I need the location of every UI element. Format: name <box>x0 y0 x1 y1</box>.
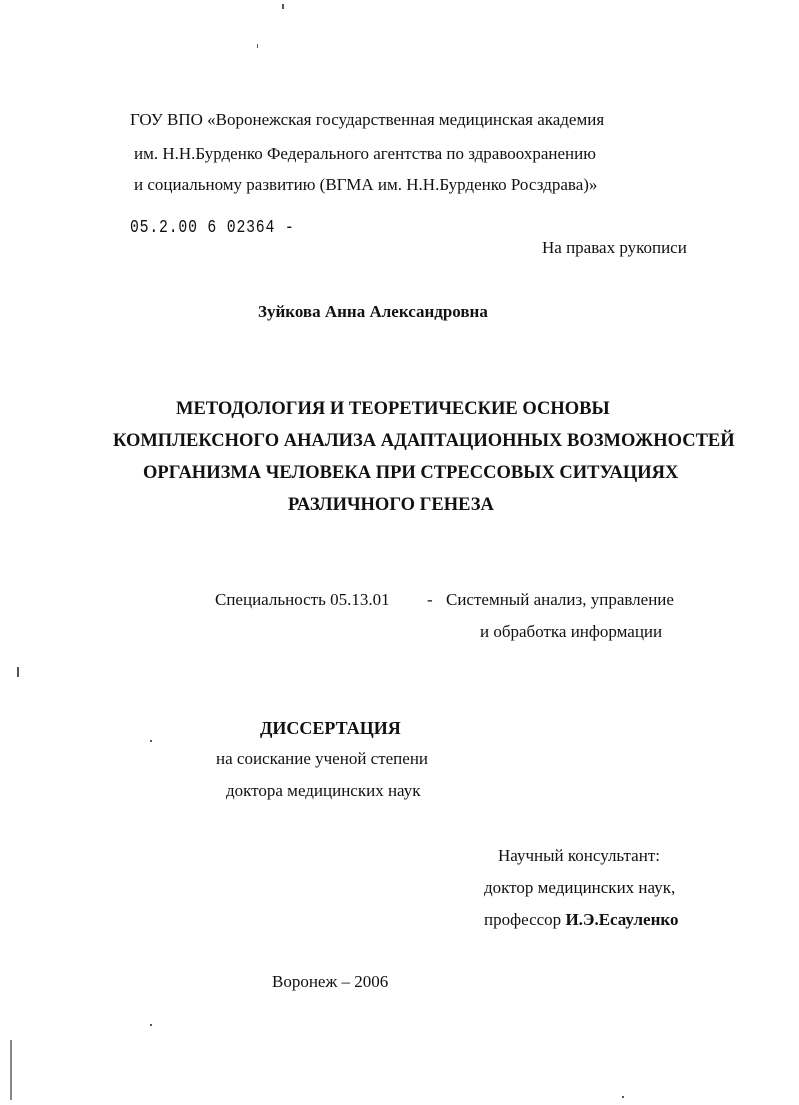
scan-speck <box>622 1096 624 1098</box>
title-line-3: ОРГАНИЗМА ЧЕЛОВЕКА ПРИ СТРЕССОВЫХ СИТУАЦИЯХ <box>143 463 679 483</box>
title-line-2: КОМПЛЕКСНОГО АНАЛИЗА АДАПТАЦИОННЫХ ВОЗМОЖНОСТЕЙ <box>113 431 735 451</box>
title-line-4: РАЗЛИЧНОГО ГЕНЕЗА <box>288 495 494 515</box>
place-year: Воронеж – 2006 <box>272 972 389 991</box>
specialty-label: Специальность 05.13.01 <box>215 590 390 609</box>
title-line-1: МЕТОДОЛОГИЯ И ТЕОРЕТИЧЕСКИЕ ОСНОВЫ <box>176 399 610 419</box>
consultant-line <box>484 910 678 930</box>
manuscript-rights: На правах рукописи <box>542 238 687 257</box>
consultant-label: Научный консультант: <box>498 846 660 865</box>
consultant-position: профессор <box>484 910 562 929</box>
consultant-degree: доктор медицинских наук, <box>484 878 676 897</box>
author-name: Зуйкова Анна Александровна <box>258 302 488 321</box>
specialty-value-line-1: Системный анализ, управление <box>446 590 674 609</box>
dissertation-line-1: на соискание ученой степени <box>216 749 429 768</box>
scan-speck <box>10 1040 12 1100</box>
consultant-name: И.Э.Есауленко <box>565 910 679 929</box>
scan-speck <box>17 667 19 677</box>
institution-line-2: им. Н.Н.Бурденко Федерального агентства по здравоохранению <box>134 144 596 163</box>
scan-speck <box>150 740 152 742</box>
scan-speck <box>257 44 258 48</box>
dissertation-heading: ДИССЕРТАЦИЯ <box>260 718 401 738</box>
institution-line-3: и социальному развитию (ВГМА им. Н.Н.Бурденко Росздрава)» <box>134 175 598 194</box>
scan-speck <box>150 1024 152 1026</box>
catalog-stamp: 05.2.00 6 02364 - <box>130 218 295 238</box>
dissertation-line-2: доктора медицинских наук <box>226 781 421 800</box>
institution-line-1: ГОУ ВПО «Воронежская государственная медицинская академия <box>130 110 605 129</box>
specialty-value-line-2: и обработка информации <box>480 622 663 641</box>
scan-speck <box>282 4 284 9</box>
specialty-dash: - <box>427 590 433 609</box>
